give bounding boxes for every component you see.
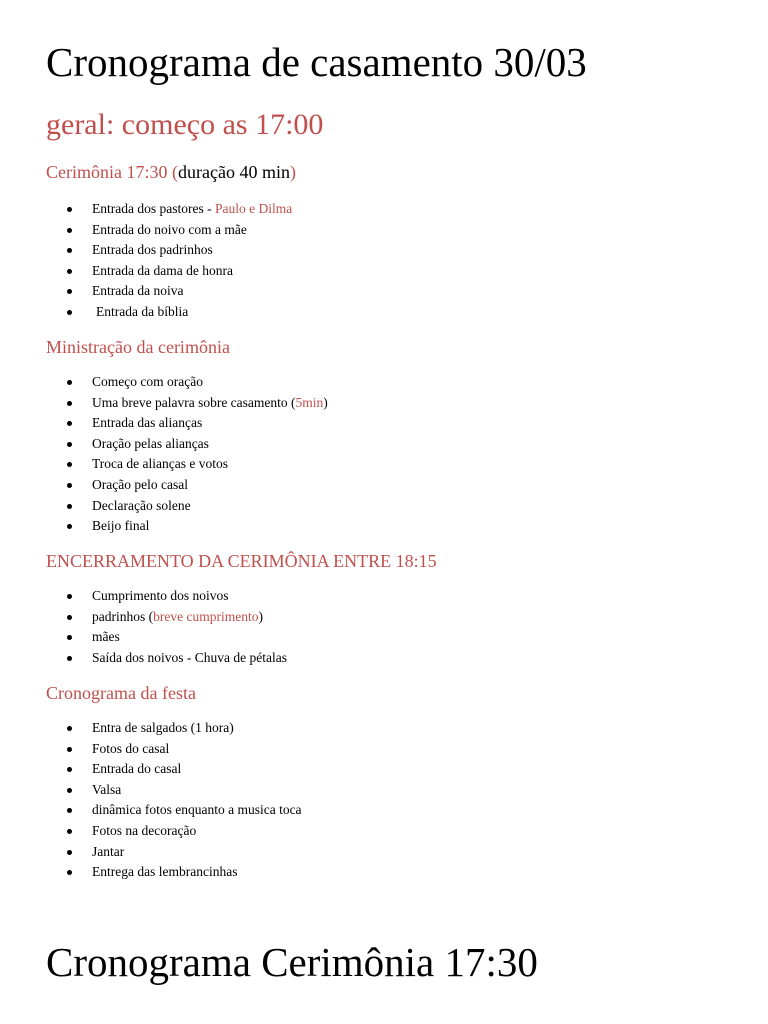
list-item-text: Entrega das lembrancinhas (92, 864, 238, 880)
bullet-icon (67, 483, 72, 488)
section-heading-ministration: Ministração da cerimônia (46, 337, 230, 357)
list-item (0, 718, 302, 739)
list-item-text: Entrada da bíblia (96, 303, 189, 319)
bullet-icon (67, 421, 72, 426)
list-item (0, 393, 328, 414)
bullet-icon (67, 207, 72, 212)
bullet-icon (67, 829, 72, 834)
bullet-icon (67, 615, 72, 620)
list-item (0, 780, 302, 801)
list-item-text: Saída dos noivos - Chuva de pétalas (92, 649, 287, 665)
list-item (0, 586, 287, 607)
list-item-text: Declaração solene (92, 497, 191, 513)
list-item (0, 862, 302, 883)
bullet-icon (67, 747, 72, 752)
list-item (0, 800, 302, 821)
list-item-text: Entrada da dama de honra (92, 262, 233, 278)
list-item-text: Uma breve palavra sobre casamento ( (92, 394, 296, 410)
list-item (0, 648, 287, 669)
list-item-text-end: ) (258, 608, 263, 624)
page-title: Cronograma de casamento 30/03 (46, 39, 587, 85)
list-item (0, 454, 328, 475)
bullet-icon (67, 808, 72, 813)
list-item-text: Cumprimento dos noivos (92, 588, 229, 603)
bullet-icon (67, 594, 72, 599)
bullet-icon (67, 635, 72, 640)
list-item (0, 240, 292, 261)
bullet-icon (67, 504, 72, 509)
ministration-list (0, 372, 328, 537)
section-heading-closing: ENCERRAMENTO DA CERIMÔNIA ENTRE 18:15 (46, 551, 437, 571)
section-heading-ceremony-close: ) (289, 162, 296, 182)
list-item (0, 413, 328, 434)
list-item-text: Jantar (92, 843, 125, 859)
list-item (0, 475, 328, 496)
bullet-icon (67, 380, 72, 385)
list-item-text: Fotos na decoração (92, 822, 197, 838)
bullet-icon (67, 228, 72, 233)
bullet-icon (67, 870, 72, 875)
bullet-icon (67, 248, 72, 253)
list-item-text: Entrada da noiva (92, 283, 184, 299)
ceremony-schedule-title: Cronograma Cerimônia 17:30 (46, 939, 538, 985)
list-item (0, 842, 302, 863)
list-item (0, 759, 302, 780)
list-item-text: Oração pelas alianças (92, 435, 209, 451)
section-heading-ceremony-duration: duração 40 min (177, 162, 290, 182)
section-heading-ceremony (46, 163, 296, 181)
list-item-text: Entrada dos pastores - (92, 201, 215, 216)
list-item (0, 516, 328, 537)
bullet-icon (67, 462, 72, 467)
bullet-icon (67, 850, 72, 855)
list-item (0, 821, 302, 842)
list-item (0, 261, 292, 282)
bullet-icon (67, 269, 72, 274)
bullet-icon (67, 310, 72, 315)
section-heading-party: Cronograma da festa (46, 683, 196, 703)
list-item-text: Entrada do noivo com a mãe (92, 221, 247, 237)
bullet-icon (67, 289, 72, 294)
list-item-text: Troca de alianças e votos (92, 456, 228, 472)
bullet-icon (67, 726, 72, 731)
list-item-highlight: 5min (295, 394, 324, 410)
closing-list (0, 586, 287, 668)
list-item-text: Beijo final (92, 518, 150, 534)
bullet-icon (67, 788, 72, 793)
section-heading-ceremony-text: Cerimônia 17:30 ( (46, 162, 178, 182)
ceremony-entries-list (0, 199, 292, 323)
list-item (0, 302, 292, 323)
list-item-text: Entrada do casal (92, 761, 182, 777)
list-item (0, 372, 328, 393)
list-item-text-end: ) (323, 394, 328, 410)
list-item-text: Valsa (92, 781, 122, 797)
list-item-text: padrinhos ( (92, 608, 154, 624)
list-item-highlight: Paulo e Dilma (214, 201, 293, 216)
list-item-text: Entra de salgados (1 hora) (92, 720, 234, 735)
list-item-text: mães (92, 629, 120, 645)
list-item (0, 434, 328, 455)
list-item (0, 607, 287, 628)
bullet-icon (67, 656, 72, 661)
general-start-subtitle: geral: começo as 17:00 (46, 108, 324, 141)
bullet-icon (67, 442, 72, 447)
list-item (0, 627, 287, 648)
list-item-highlight: breve cumprimento (153, 608, 259, 624)
list-item-text: Oração pelo casal (92, 476, 188, 492)
bullet-icon (67, 767, 72, 772)
list-item (0, 496, 328, 517)
list-item-text: Fotos do casal (92, 740, 170, 756)
list-item-text: Entrada das alianças (92, 415, 203, 431)
list-item (0, 281, 292, 302)
bullet-icon (67, 401, 72, 406)
list-item-text: dinâmica fotos enquanto a musica toca (92, 802, 302, 818)
list-item (0, 220, 292, 241)
list-item-text: Começo com oração (92, 374, 203, 389)
list-item (0, 199, 292, 220)
party-list (0, 718, 302, 883)
list-item-text: Entrada dos padrinhos (92, 242, 213, 258)
list-item (0, 739, 302, 760)
bullet-icon (67, 524, 72, 529)
